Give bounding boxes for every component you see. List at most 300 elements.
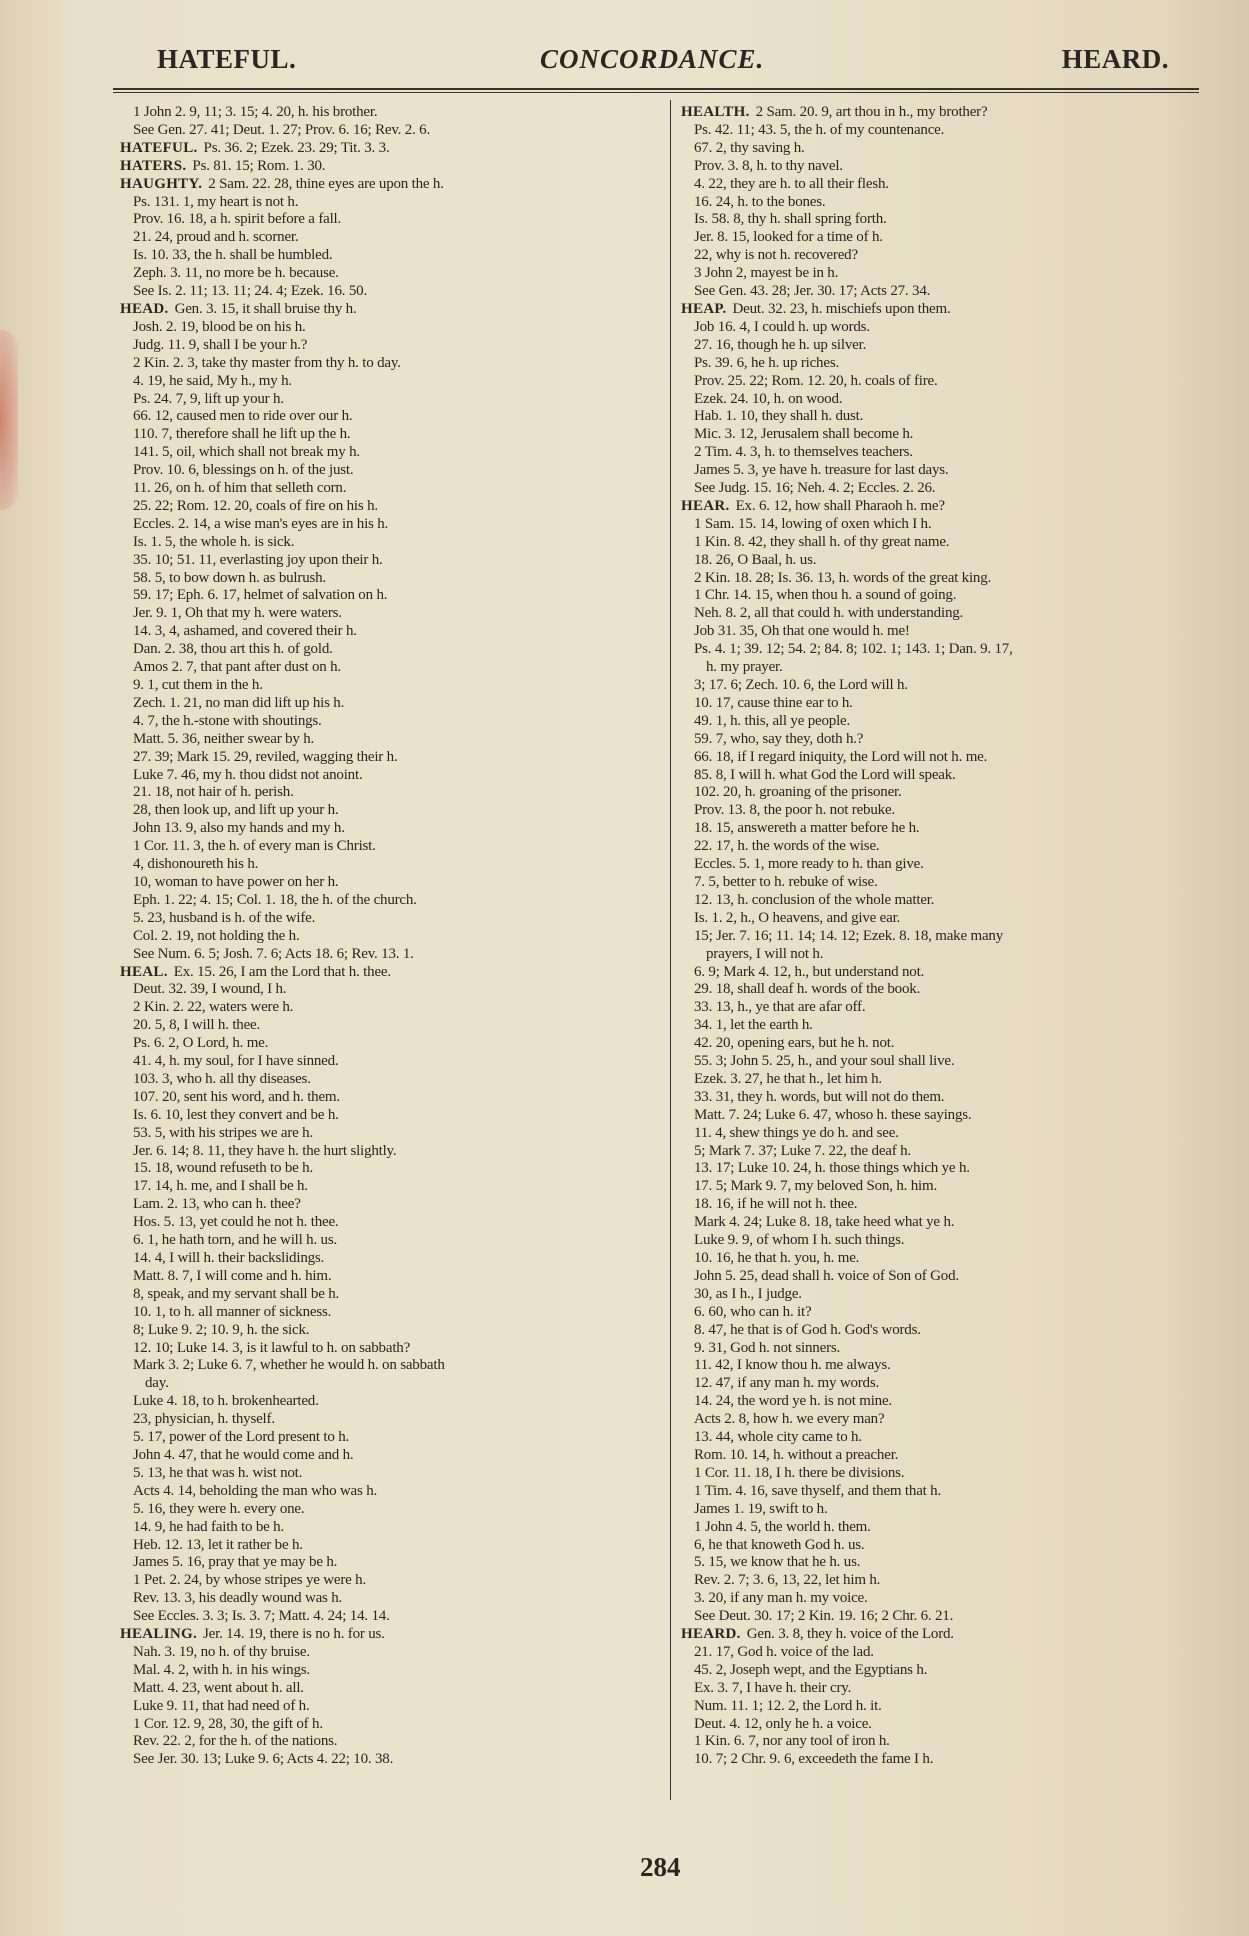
page-edge-stain [0, 330, 18, 510]
reference-text: Ps. 39. 6, he h. up riches. [694, 354, 840, 371]
concordance-reference-line [681, 1214, 1226, 1232]
concordance-reference-line [120, 1071, 665, 1089]
concordance-reference-line [681, 373, 1226, 391]
concordance-reference-line [681, 1662, 1226, 1680]
concordance-reference-line [681, 355, 1226, 373]
reference-text: Col. 2. 19, not holding the h. [133, 927, 300, 944]
concordance-reference-line [120, 641, 665, 659]
concordance-reference-line [120, 337, 665, 355]
reference-text: 6, he that knoweth God h. us. [694, 1536, 865, 1553]
concordance-entry [120, 1626, 665, 1644]
reference-text: 25. 22; Rom. 12. 20, coals of fire on his h. [133, 497, 378, 514]
concordance-reference-line [681, 856, 1226, 874]
reference-text: See Is. 2. 11; 13. 11; 24. 4; Ezek. 16. 50. [133, 283, 368, 300]
reference-text: 10. 1, to h. all manner of sickness. [133, 1303, 332, 1320]
reference-text: 3 John 2, mayest be in h. [694, 265, 839, 282]
reference-text: Ezek. 24. 10, h. on wood. [694, 390, 843, 407]
concordance-entry [681, 498, 1226, 516]
concordance-reference-line [120, 1733, 665, 1751]
concordance-entry [120, 158, 665, 176]
reference-text: 10. 16, he that h. you, h. me. [694, 1250, 860, 1266]
reference-text: John 13. 9, also my hands and my h. [133, 820, 345, 837]
reference-text: 17. 5; Mark 9. 7, my beloved Son, h. him. [694, 1178, 938, 1195]
reference-text: 67. 2, thy saving h. [694, 139, 805, 156]
concordance-reference-line [681, 552, 1226, 570]
reference-text: 2 Kin. 18. 28; Is. 36. 13, h. words of the great king. [694, 569, 992, 586]
reference-text: 35. 10; 51. 11, everlasting joy upon their h. [133, 551, 383, 568]
entry-headword: HEAL. [120, 963, 168, 980]
concordance-reference-line [120, 462, 665, 480]
concordance-reference-line [120, 1393, 665, 1411]
concordance-reference-line [120, 856, 665, 874]
reference-text: Hab. 1. 10, they shall h. dust. [694, 408, 864, 425]
reference-text: 22, why is not h. recovered? [694, 247, 858, 264]
concordance-reference-line [681, 928, 1226, 946]
reference-text: 1 Cor. 11. 18, I h. there be divisions. [694, 1464, 905, 1481]
reference-text: 2 Kin. 2. 22, waters were h. [133, 999, 294, 1016]
concordance-reference-line [681, 1160, 1226, 1178]
reference-text: 58. 5, to bow down h. as bulrush. [133, 569, 326, 586]
concordance-reference-line [681, 641, 1226, 659]
reference-text: Ex. 3. 7, I have h. their cry. [694, 1679, 852, 1696]
reference-text: 6. 60, who can h. it? [694, 1303, 812, 1320]
concordance-reference-line [681, 605, 1226, 623]
reference-text: Is. 1. 2, h., O heavens, and give ear. [694, 909, 901, 926]
reference-text: Acts 4. 14, beholding the man who was h. [133, 1482, 378, 1499]
concordance-reference-line [120, 1644, 665, 1662]
reference-text: Luke 9. 11, that had need of h. [133, 1697, 310, 1714]
concordance-reference-line [120, 1053, 665, 1071]
concordance-reference-line [681, 946, 1226, 964]
concordance-reference-line [681, 247, 1226, 265]
concordance-reference-line [120, 874, 665, 892]
concordance-reference-line [681, 677, 1226, 695]
reference-text: 9. 31, God h. not sinners. [694, 1339, 841, 1356]
concordance-entry [120, 301, 665, 319]
concordance-reference-line [120, 1698, 665, 1716]
reference-text: 5. 16, they were h. every one. [133, 1500, 305, 1517]
reference-text: 33. 13, h., ye that are afar off. [694, 999, 866, 1016]
reference-text: 14. 9, he had faith to be h. [133, 1518, 285, 1535]
concordance-reference-line [120, 570, 665, 588]
reference-text: Ezek. 3. 27, he that h., let him h. [694, 1070, 882, 1087]
reference-text: 66. 18, if I regard iniquity, the Lord will not h. me. [694, 748, 988, 765]
concordance-reference-line [681, 1447, 1226, 1465]
reference-text: 1 Pet. 2. 24, by whose stripes ye were h. [133, 1572, 367, 1589]
concordance-reference-line [120, 677, 665, 695]
reference-text: 18. 16, if he will not h. thee. [694, 1196, 858, 1213]
concordance-reference-line [681, 1017, 1226, 1035]
reference-text: Zech. 1. 21, no man did lift up his h. [133, 694, 345, 711]
reference-text: 34. 1, let the earth h. [694, 1017, 813, 1034]
reference-text: 11. 26, on h. of him that selleth corn. [133, 480, 347, 497]
concordance-reference-line [681, 695, 1226, 713]
reference-text: 10, woman to have power on her h. [133, 873, 339, 890]
reference-text: prayers, I will not h. [706, 945, 824, 962]
concordance-reference-line [120, 552, 665, 570]
reference-text: 5; Mark 7. 37; Luke 7. 22, the deaf h. [694, 1142, 911, 1159]
concordance-reference-line [120, 444, 665, 462]
concordance-reference-line [120, 265, 665, 283]
concordance-reference-line [681, 337, 1226, 355]
concordance-reference-line [681, 1196, 1226, 1214]
reference-text: 11. 4, shew things ye do h. and see. [694, 1124, 899, 1141]
reference-text: 4. 22, they are h. to all their flesh. [694, 175, 889, 192]
concordance-reference-line [120, 1089, 665, 1107]
entry-headword: HEALTH. [681, 104, 750, 120]
entry-headword: HEAP. [681, 300, 727, 317]
concordance-reference-line [681, 1644, 1226, 1662]
concordance-reference-line [681, 1698, 1226, 1716]
concordance-reference-line [681, 1733, 1226, 1751]
reference-text: Gen. 3. 15, it shall bruise thy h. [174, 300, 357, 317]
concordance-reference-line [120, 981, 665, 999]
reference-text: 21. 24, proud and h. scorner. [133, 229, 299, 246]
concordance-reference-line [120, 1716, 665, 1734]
reference-text: Heb. 12. 13, let it rather be h. [133, 1536, 303, 1553]
reference-text: 107. 20, sent his word, and h. them. [133, 1088, 340, 1105]
concordance-reference-line [120, 122, 665, 140]
concordance-reference-line [681, 319, 1226, 337]
concordance-entry [120, 176, 665, 194]
concordance-reference-line [681, 910, 1226, 928]
concordance-reference-line [120, 498, 665, 516]
reference-text: Ps. 4. 1; 39. 12; 54. 2; 84. 8; 102. 1; 143. 1; Dan. 9. 17, [694, 641, 1013, 658]
reference-text: Is. 6. 10, lest they convert and be h. [133, 1106, 339, 1123]
concordance-reference-line [681, 1143, 1226, 1161]
entry-headword: HEAR. [681, 497, 730, 514]
concordance-reference-line [681, 1393, 1226, 1411]
header-rule [113, 88, 1199, 90]
reference-text: 1 Sam. 15. 14, lowing of oxen which I h. [694, 515, 932, 532]
concordance-reference-line [681, 1590, 1226, 1608]
reference-text: Ps. 6. 2, O Lord, h. me. [133, 1035, 269, 1052]
concordance-reference-line [681, 1071, 1226, 1089]
reference-text: 6. 9; Mark 4. 12, h., but understand not. [694, 963, 925, 980]
reference-text: 12. 47, if any man h. my words. [694, 1375, 880, 1392]
concordance-reference-line [120, 408, 665, 426]
reference-text: Dan. 2. 38, thou art this h. of gold. [133, 641, 333, 658]
concordance-reference-line [120, 1196, 665, 1214]
reference-text: Eccles. 5. 1, more ready to h. than give. [694, 856, 924, 873]
reference-text: 4. 19, he said, My h., my h. [133, 372, 292, 389]
concordance-reference-line [681, 1519, 1226, 1537]
concordance-reference-line [681, 1178, 1226, 1196]
reference-text: 7. 5, better to h. rebuke of wise. [694, 873, 878, 890]
concordance-reference-line [120, 1662, 665, 1680]
reference-text: Judg. 11. 9, shall I be your h.? [133, 336, 308, 353]
left-column [120, 104, 665, 1769]
reference-text: Is. 10. 33, the h. shall be humbled. [133, 247, 333, 264]
reference-text: 16. 24, h. to the bones. [694, 193, 826, 210]
reference-text: Nah. 3. 19, no h. of thy bruise. [133, 1643, 310, 1660]
concordance-reference-line [120, 1751, 665, 1769]
reference-text: 14. 3, 4, ashamed, and covered their h. [133, 623, 357, 640]
header-rule-thin [113, 92, 1199, 93]
reference-text: See Judg. 15. 16; Neh. 4. 2; Eccles. 2. 26. [694, 480, 936, 497]
concordance-reference-line [120, 1214, 665, 1232]
reference-text: See Jer. 30. 13; Luke 9. 6; Acts 4. 22; 10. 38. [133, 1751, 394, 1768]
concordance-reference-line [120, 1608, 665, 1626]
concordance-reference-line [681, 838, 1226, 856]
concordance-reference-line [120, 1250, 665, 1268]
concordance-reference-line [120, 659, 665, 677]
concordance-reference-line [120, 229, 665, 247]
reference-text: Eccles. 2. 14, a wise man's eyes are in his h. [133, 515, 389, 532]
reference-text: Acts 2. 8, how h. we every man? [694, 1411, 885, 1428]
reference-text: 5. 17, power of the Lord present to h. [133, 1429, 350, 1446]
concordance-reference-line [681, 229, 1226, 247]
concordance-reference-line [681, 534, 1226, 552]
reference-text: 3; 17. 6; Zech. 10. 6, the Lord will h. [694, 677, 908, 693]
concordance-reference-line [681, 1232, 1226, 1250]
concordance-reference-line [120, 731, 665, 749]
concordance-reference-line [120, 1447, 665, 1465]
concordance-reference-line [120, 480, 665, 498]
reference-text: 45. 2, Joseph wept, and the Egyptians h. [694, 1661, 928, 1678]
reference-text: 4. 7, the h.-stone with shoutings. [133, 712, 322, 729]
reference-text: 8, speak, and my servant shall be h. [133, 1285, 340, 1302]
reference-text: Rom. 10. 14, h. without a preacher. [694, 1446, 899, 1463]
concordance-reference-line [681, 999, 1226, 1017]
reference-text: 11. 42, I know thou h. me always. [694, 1357, 891, 1374]
concordance-entry [681, 104, 1226, 122]
concordance-reference-line [120, 1035, 665, 1053]
reference-text: See Eccles. 3. 3; Is. 3. 7; Matt. 4. 24; 14. 14. [133, 1608, 390, 1625]
concordance-reference-line [120, 1483, 665, 1501]
reference-text: 22. 17, h. the words of the wise. [694, 838, 880, 855]
reference-text: 17. 14, h. me, and I shall be h. [133, 1178, 308, 1195]
concordance-reference-line [120, 784, 665, 802]
reference-text: Amos 2. 7, that pant after dust on h. [133, 659, 341, 676]
reference-text: Ps. 131. 1, my heart is not h. [133, 193, 299, 210]
concordance-reference-line [681, 981, 1226, 999]
reference-text: 14. 4, I will h. their backslidings. [133, 1250, 325, 1266]
concordance-reference-line [681, 1035, 1226, 1053]
reference-text: 1 Kin. 8. 42, they shall h. of thy great name. [694, 533, 950, 550]
reference-text: Num. 11. 1; 12. 2, the Lord h. it. [694, 1697, 882, 1714]
entry-headword: HEARD. [681, 1626, 741, 1643]
reference-text: 28, then look up, and lift up your h. [133, 802, 339, 819]
reference-text: 3. 20, if any man h. my voice. [694, 1590, 868, 1607]
entry-headword: HAUGHTY. [120, 175, 203, 192]
concordance-reference-line [120, 1429, 665, 1447]
concordance-reference-line [681, 1572, 1226, 1590]
reference-text: 18. 26, O Baal, h. us. [694, 551, 817, 568]
reference-text: Mic. 3. 12, Jerusalem shall become h. [694, 426, 914, 443]
concordance-reference-line [681, 749, 1226, 767]
concordance-reference-line [681, 892, 1226, 910]
entry-headword: HEAD. [120, 300, 169, 317]
concordance-reference-line [681, 767, 1226, 785]
concordance-reference-line [681, 1483, 1226, 1501]
concordance-reference-line [681, 1537, 1226, 1555]
reference-text: 9. 1, cut them in the h. [133, 677, 263, 693]
concordance-reference-line [681, 1716, 1226, 1734]
concordance-reference-line [120, 391, 665, 409]
concordance-reference-line [681, 444, 1226, 462]
concordance-reference-line [120, 928, 665, 946]
concordance-reference-line [681, 426, 1226, 444]
reference-text: Eph. 1. 22; 4. 15; Col. 1. 18, the h. of the church. [133, 891, 417, 908]
concordance-reference-line [681, 1286, 1226, 1304]
concordance-reference-line [681, 623, 1226, 641]
reference-text: 2 Sam. 22. 28, thine eyes are upon the h. [208, 175, 444, 192]
reference-text: 18. 15, answereth a matter before he h. [694, 820, 920, 837]
reference-text: 1 John 2. 9, 11; 3. 15; 4. 20, h. his brother. [133, 104, 378, 120]
reference-text: 103. 3, who h. all thy diseases. [133, 1070, 311, 1087]
reference-text: Is. 58. 8, thy h. shall spring forth. [694, 211, 887, 228]
reference-text: 33. 31, they h. words, but will not do them. [694, 1088, 945, 1105]
concordance-reference-line [120, 1107, 665, 1125]
concordance-reference-line [681, 713, 1226, 731]
reference-text: 12. 13, h. conclusion of the whole matter. [694, 891, 935, 908]
reference-text: Neh. 8. 2, all that could h. with understanding. [694, 605, 964, 622]
concordance-reference-line [681, 731, 1226, 749]
reference-text: Josh. 2. 19, blood be on his h. [133, 318, 306, 335]
concordance-reference-line [120, 534, 665, 552]
concordance-reference-line [681, 802, 1226, 820]
reference-text: 1 Kin. 6. 7, nor any tool of iron h. [694, 1733, 890, 1750]
concordance-reference-line [681, 516, 1226, 534]
concordance-reference-line [120, 1125, 665, 1143]
reference-text: Jer. 6. 14; 8. 11, they have h. the hurt slightly. [133, 1142, 397, 1159]
reference-text: Prov. 3. 8, h. to thy navel. [694, 157, 843, 174]
reference-text: Gen. 3. 8, they h. voice of the Lord. [746, 1626, 954, 1643]
reference-text: 27. 16, though he h. up silver. [694, 336, 867, 353]
reference-text: 2 Kin. 2. 3, take thy master from thy h. to day. [133, 354, 401, 371]
concordance-reference-line [681, 1411, 1226, 1429]
reference-text: day. [145, 1375, 169, 1392]
reference-text: Luke 4. 18, to h. brokenhearted. [133, 1393, 319, 1410]
reference-text: 59. 7, who, say they, doth h.? [694, 730, 864, 747]
concordance-reference-line [120, 1340, 665, 1358]
concordance-reference-line [681, 1304, 1226, 1322]
concordance-reference-line [681, 194, 1226, 212]
concordance-reference-line [681, 1465, 1226, 1483]
concordance-reference-line [681, 1357, 1226, 1375]
concordance-reference-line [681, 874, 1226, 892]
reference-text: Rev. 2. 7; 3. 6, 13, 22, let him h. [694, 1572, 881, 1589]
reference-text: 20. 5, 8, I will h. thee. [133, 1017, 261, 1034]
reference-text: 1 Chr. 14. 15, when thou h. a sound of going. [694, 587, 957, 604]
concordance-reference-line [120, 892, 665, 910]
reference-text: Matt. 4. 23, went about h. all. [133, 1679, 304, 1696]
concordance-reference-line [120, 319, 665, 337]
reference-text: Ps. 42. 11; 43. 5, the h. of my countenance. [694, 121, 945, 138]
concordance-reference-line [681, 820, 1226, 838]
reference-text: See Gen. 43. 28; Jer. 30. 17; Acts 27. 34. [694, 283, 931, 300]
reference-text: h. my prayer. [706, 659, 783, 676]
concordance-reference-line [120, 104, 665, 122]
reference-text: 1 Cor. 11. 3, the h. of every man is Christ. [133, 838, 376, 855]
concordance-entry [120, 964, 665, 982]
concordance-reference-line [681, 283, 1226, 301]
concordance-reference-line [681, 1608, 1226, 1626]
reference-text: Prov. 25. 22; Rom. 12. 20, h. coals of fire. [694, 372, 938, 389]
concordance-reference-line [120, 623, 665, 641]
reference-text: Prov. 10. 6, blessings on h. of the just. [133, 462, 354, 479]
reference-text: 6. 1, he hath torn, and he will h. us. [133, 1232, 338, 1249]
concordance-reference-line [681, 1751, 1226, 1769]
reference-text: Matt. 5. 36, neither swear by h. [133, 730, 315, 747]
concordance-reference-line [120, 820, 665, 838]
reference-text: 21. 17, God h. voice of the lad. [694, 1643, 874, 1660]
concordance-reference-line [120, 1554, 665, 1572]
concordance-reference-line [120, 247, 665, 265]
entry-headword: HATERS. [120, 157, 187, 174]
concordance-reference-line [120, 1232, 665, 1250]
reference-text: 5. 13, he that was h. wist not. [133, 1464, 303, 1481]
concordance-reference-line [120, 999, 665, 1017]
reference-text: 102. 20, h. groaning of the prisoner. [694, 784, 902, 801]
reference-text: 8. 47, he that is of God h. God's words. [694, 1321, 921, 1338]
reference-text: 49. 1, h. this, all ye people. [694, 712, 851, 729]
concordance-reference-line [120, 283, 665, 301]
concordance-reference-line [681, 408, 1226, 426]
concordance-reference-line [681, 1429, 1226, 1447]
concordance-reference-line [681, 462, 1226, 480]
concordance-reference-line [681, 1125, 1226, 1143]
reference-text: Rev. 22. 2, for the h. of the nations. [133, 1733, 338, 1750]
concordance-reference-line [681, 1268, 1226, 1286]
concordance-reference-line [120, 1178, 665, 1196]
reference-text: 5. 23, husband is h. of the wife. [133, 909, 316, 926]
reference-text: 5. 15, we know that he h. us. [694, 1554, 861, 1571]
reference-text: 15; Jer. 7. 16; 11. 14; 14. 12; Ezek. 8. 18, make many [694, 927, 1004, 944]
reference-text: 15. 18, wound refuseth to be h. [133, 1160, 314, 1177]
reference-text: Jer. 9. 1, Oh that my h. were waters. [133, 605, 342, 622]
reference-text: Job 31. 35, Oh that one would h. me! [694, 623, 910, 640]
reference-text: 110. 7, therefore shall he lift up the h. [133, 426, 351, 443]
concordance-reference-line [120, 1680, 665, 1698]
entry-headword: HEALING. [120, 1626, 197, 1643]
reference-text: 21. 18, not hair of h. perish. [133, 784, 294, 801]
reference-text: Luke 7. 46, my h. thou didst not anoint. [133, 766, 363, 783]
concordance-reference-line [120, 802, 665, 820]
reference-text: Matt. 8. 7, I will come and h. him. [133, 1267, 332, 1284]
concordance-reference-line [681, 570, 1226, 588]
reference-text: Deut. 32. 23, h. mischiefs upon them. [732, 300, 951, 317]
reference-text: 1 Tim. 4. 16, save thyself, and them that h. [694, 1482, 942, 1499]
concordance-entry [681, 1626, 1226, 1644]
reference-text: Ps. 36. 2; Ezek. 23. 29; Tit. 3. 3. [203, 139, 390, 156]
reference-text: 23, physician, h. thyself. [133, 1411, 275, 1428]
concordance-reference-line [120, 1143, 665, 1161]
reference-text: James 1. 19, swift to h. [694, 1500, 828, 1517]
concordance-reference-line [120, 1357, 665, 1375]
reference-text: 59. 17; Eph. 6. 17, helmet of salvation on h. [133, 587, 388, 604]
reference-text: Ps. 24. 7, 9, lift up your h. [133, 390, 284, 407]
concordance-reference-line [120, 516, 665, 534]
concordance-reference-line [120, 194, 665, 212]
concordance-reference-line [120, 1519, 665, 1537]
reference-text: 85. 8, I will h. what God the Lord will speak. [694, 766, 956, 783]
reference-text: Mark 4. 24; Luke 8. 18, take heed what ye h. [694, 1214, 955, 1231]
reference-text: John 4. 47, that he would come and h. [133, 1446, 354, 1463]
concordance-reference-line [681, 1250, 1226, 1268]
reference-text: 53. 5, with his stripes we are h. [133, 1124, 314, 1141]
reference-text: 2 Sam. 20. 9, art thou in h., my brother? [755, 104, 988, 120]
right-column [681, 104, 1226, 1769]
concordance-reference-line [681, 1375, 1226, 1393]
concordance-reference-line [120, 1017, 665, 1035]
concordance-reference-line [120, 946, 665, 964]
reference-text: 10. 7; 2 Chr. 9. 6, exceedeth the fame I h. [694, 1751, 934, 1768]
concordance-reference-line [120, 910, 665, 928]
concordance-reference-line [120, 426, 665, 444]
reference-text: 14. 24, the word ye h. is not mine. [694, 1393, 892, 1410]
